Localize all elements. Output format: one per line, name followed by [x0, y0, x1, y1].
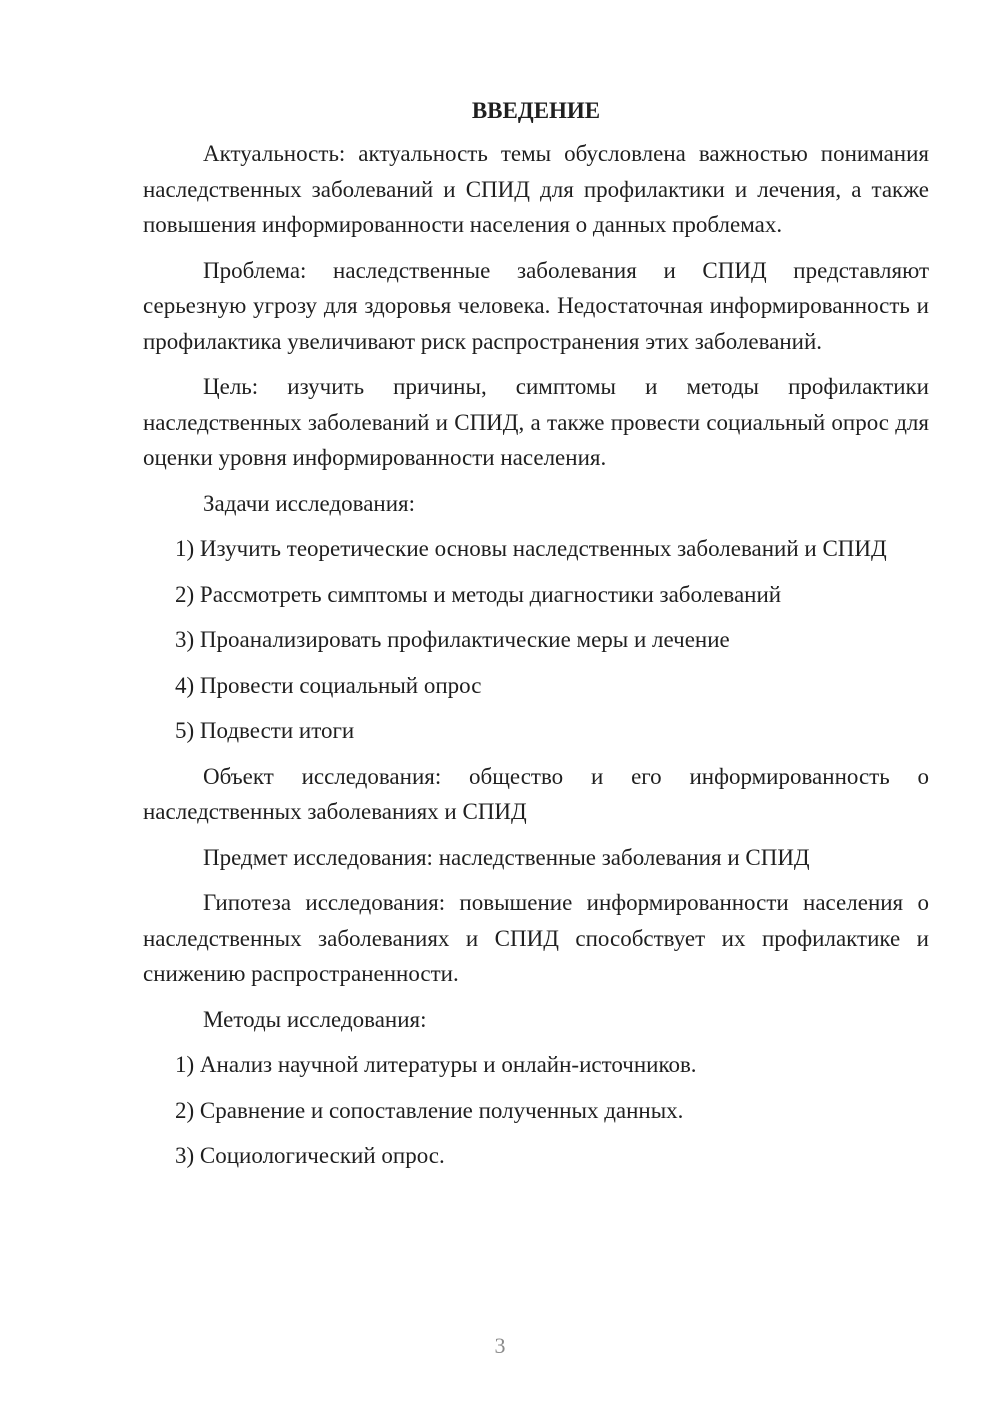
- problem-paragraph: Проблема: наследственные заболевания и СПИД представляют серьезную угрозу для здоровья человека. Недостаточная информированность и профилактика увеличивают риск распространения этих заболеваний.: [143, 257, 929, 354]
- object-paragraph: Объект исследования: общество и его информированность о наследственных заболеваниях и СПИД: [143, 763, 929, 824]
- hypothesis-paragraph: Гипотеза исследования: повышение информированности населения о наследственных заболеваниях и СПИД способствует их профилактике и снижению распространенности.: [143, 890, 929, 986]
- task-item-5: 5) Подвести итоги: [175, 718, 355, 743]
- method-item-3: 3) Социологический опрос.: [175, 1143, 445, 1168]
- tasks-heading: Задачи исследования:: [203, 490, 416, 516]
- task-item-3: 3) Проанализировать профилактические меры и лечение: [175, 627, 730, 652]
- methods-heading: Методы исследования:: [203, 1006, 427, 1032]
- task-item-1: 1) Изучить теоретические основы наследственных заболеваний и СПИД: [175, 536, 887, 561]
- page-title: ВВЕДЕНИЕ: [471, 98, 601, 123]
- relevance-paragraph: Актуальность: актуальность темы обусловлена важностью понимания наследственных заболеваний и СПИД для профилактики и лечения, а также повышения информированности населения о данных проблемах.: [143, 141, 929, 237]
- page-number: 3: [494, 1333, 506, 1358]
- method-item-1: 1) Анализ научной литературы и онлайн-источников.: [175, 1052, 697, 1077]
- task-item-2: 2) Рассмотреть симптомы и методы диагностики заболеваний: [175, 581, 782, 607]
- method-item-2: 2) Сравнение и сопоставление полученных данных.: [175, 1097, 684, 1123]
- page-body: [143, 94, 929, 1184]
- subject-paragraph: Предмет исследования: наследственные заболевания и СПИД: [203, 844, 810, 870]
- goal-paragraph: Цель: изучить причины, симптомы и методы профилактики наследственных заболеваний и СПИД, а также провести социальный опрос для оценки уровня информированности населения.: [143, 374, 929, 470]
- task-item-4: 4) Провести социальный опрос: [175, 672, 482, 698]
